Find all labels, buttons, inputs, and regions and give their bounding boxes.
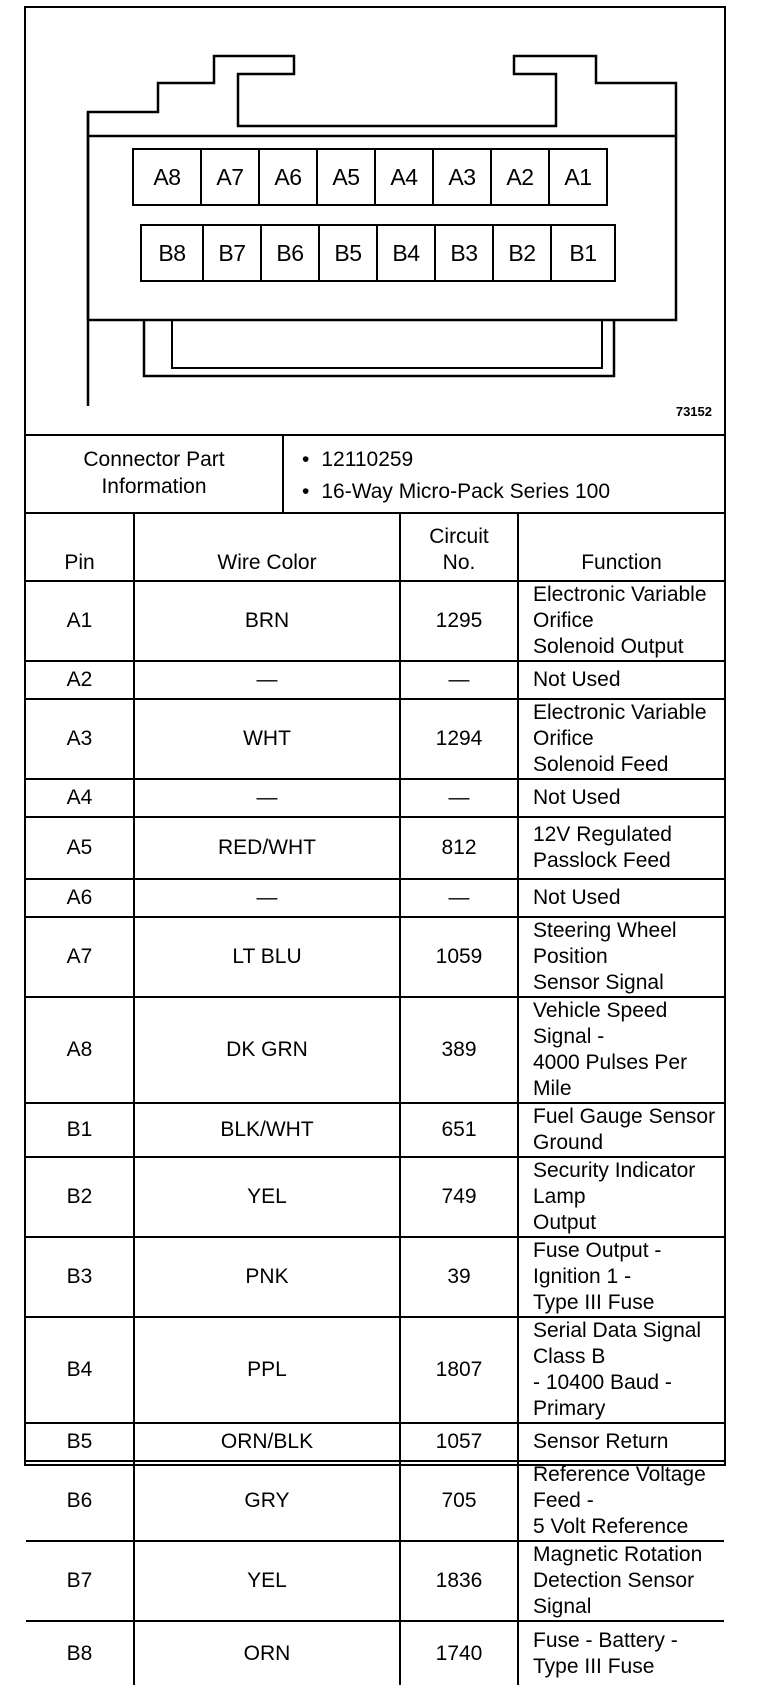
circuit-cell: 1295: [400, 581, 518, 661]
function-cell: Not Used: [518, 779, 724, 817]
table-row: [26, 699, 724, 779]
part-number: • 12110259: [324, 444, 724, 476]
circuit-cell: 1057: [400, 1423, 518, 1461]
circuit-cell: 812: [400, 817, 518, 879]
function-cell: Fuel Gauge Sensor Ground: [518, 1103, 724, 1157]
connector-outline: [26, 8, 724, 434]
header-function: Function: [518, 513, 724, 581]
table-row: [26, 997, 724, 1103]
connector-pin: A5: [316, 148, 376, 206]
wire-color-cell: WHT: [134, 699, 400, 779]
circuit-cell: —: [400, 779, 518, 817]
connector-sheet: [24, 6, 726, 1678]
wire-color-cell: BLK/WHT: [134, 1103, 400, 1157]
pin-cell: B8: [26, 1621, 134, 1685]
figure-number: 73152: [675, 404, 712, 419]
table-row: [26, 581, 724, 661]
function-cell: Vehicle Speed Signal - 4000 Pulses Per Mile: [518, 997, 724, 1103]
pinout-table: [26, 512, 724, 1685]
table-row: [26, 1541, 724, 1621]
wire-color-cell: —: [134, 661, 400, 699]
connector-pin: B5: [318, 224, 378, 282]
wire-color-cell: PNK: [134, 1237, 400, 1317]
function-cell: 12V Regulated Passlock Feed: [518, 817, 724, 879]
function-cell: Not Used: [518, 661, 724, 699]
table-row: [26, 1237, 724, 1317]
table-row: [26, 1103, 724, 1157]
function-cell: Not Used: [518, 879, 724, 917]
wire-color-cell: —: [134, 879, 400, 917]
wire-color-cell: LT BLU: [134, 917, 400, 997]
connector-pin: B1: [550, 224, 616, 282]
connector-pin: B8: [140, 224, 204, 282]
wire-color-cell: YEL: [134, 1541, 400, 1621]
table-row: [26, 879, 724, 917]
pin-cell: B3: [26, 1237, 134, 1317]
pin-cell: B5: [26, 1423, 134, 1461]
pin-cell: A1: [26, 581, 134, 661]
connector-pin: A6: [258, 148, 318, 206]
wire-color-cell: ORN: [134, 1621, 400, 1685]
table-row: [26, 917, 724, 997]
function-cell: Steering Wheel Position Sensor Signal: [518, 917, 724, 997]
table-row: [26, 817, 724, 879]
circuit-cell: —: [400, 879, 518, 917]
pin-cell: A7: [26, 917, 134, 997]
pin-cell: A5: [26, 817, 134, 879]
function-cell: Magnetic Rotation Detection Sensor Signal: [518, 1541, 724, 1621]
circuit-cell: —: [400, 661, 518, 699]
connector-pin: B3: [434, 224, 494, 282]
connector-pin: A3: [432, 148, 492, 206]
function-cell: Reference Voltage Feed - 5 Volt Reference: [518, 1461, 724, 1541]
pin-cell: A2: [26, 661, 134, 699]
pin-cell: A6: [26, 879, 134, 917]
table-row: [26, 1157, 724, 1237]
function-cell: Electronic Variable Orifice Solenoid Output: [518, 581, 724, 661]
circuit-cell: 1059: [400, 917, 518, 997]
connector-pin: A8: [132, 148, 202, 206]
circuit-cell: 389: [400, 997, 518, 1103]
circuit-cell: 1294: [400, 699, 518, 779]
table-row: [26, 1317, 724, 1423]
circuit-cell: 39: [400, 1237, 518, 1317]
connector-pin: B4: [376, 224, 436, 282]
table-row: [26, 1621, 724, 1685]
circuit-cell: 1807: [400, 1317, 518, 1423]
wire-color-cell: GRY: [134, 1461, 400, 1541]
pin-cell: B2: [26, 1157, 134, 1237]
function-cell: Fuse - Battery - Type III Fuse: [518, 1621, 724, 1685]
wire-color-cell: RED/WHT: [134, 817, 400, 879]
connector-pin: A2: [490, 148, 550, 206]
pin-cell: B7: [26, 1541, 134, 1621]
connector-diagram: [26, 8, 724, 436]
circuit-cell: 1740: [400, 1621, 518, 1685]
connector-pin: B7: [202, 224, 262, 282]
connector-pin: A7: [200, 148, 260, 206]
function-cell: Serial Data Signal Class B - 10400 Baud - Primary: [518, 1317, 724, 1423]
connector-pin: B6: [260, 224, 320, 282]
table-row: [26, 1423, 724, 1461]
circuit-cell: 1836: [400, 1541, 518, 1621]
pin-cell: B1: [26, 1103, 134, 1157]
pin-cell: A8: [26, 997, 134, 1103]
pin-cell: A3: [26, 699, 134, 779]
table-row: [26, 661, 724, 699]
circuit-cell: 651: [400, 1103, 518, 1157]
pin-cell: A4: [26, 779, 134, 817]
wire-color-cell: BRN: [134, 581, 400, 661]
wire-color-cell: —: [134, 779, 400, 817]
table-row: [26, 1461, 724, 1541]
pin-cell: B4: [26, 1317, 134, 1423]
circuit-cell: 749: [400, 1157, 518, 1237]
table-header-row: [26, 513, 724, 581]
function-cell: Fuse Output - Ignition 1 - Type III Fuse: [518, 1237, 724, 1317]
connector-info-values: [284, 434, 724, 512]
header-pin: Pin: [26, 513, 134, 581]
connector-pin: A4: [374, 148, 434, 206]
pinout-table-body: [26, 581, 724, 1685]
function-cell: Sensor Return: [518, 1423, 724, 1461]
connector-info-label: Connector Part Information: [26, 434, 284, 512]
connector-info: [26, 434, 724, 514]
function-cell: Security Indicator Lamp Output: [518, 1157, 724, 1237]
connector-pin: B2: [492, 224, 552, 282]
table-row: [26, 779, 724, 817]
wire-color-cell: ORN/BLK: [134, 1423, 400, 1461]
circuit-cell: 705: [400, 1461, 518, 1541]
wire-color-cell: YEL: [134, 1157, 400, 1237]
function-cell: Electronic Variable Orifice Solenoid Feed: [518, 699, 724, 779]
connector-description: • 16-Way Micro-Pack Series 100: [324, 476, 724, 508]
header-wire-color: Wire Color: [134, 513, 400, 581]
pin-cell: B6: [26, 1461, 134, 1541]
header-circuit: Circuit No.: [400, 513, 518, 581]
wire-color-cell: DK GRN: [134, 997, 400, 1103]
wire-color-cell: PPL: [134, 1317, 400, 1423]
connector-pin: A1: [548, 148, 608, 206]
